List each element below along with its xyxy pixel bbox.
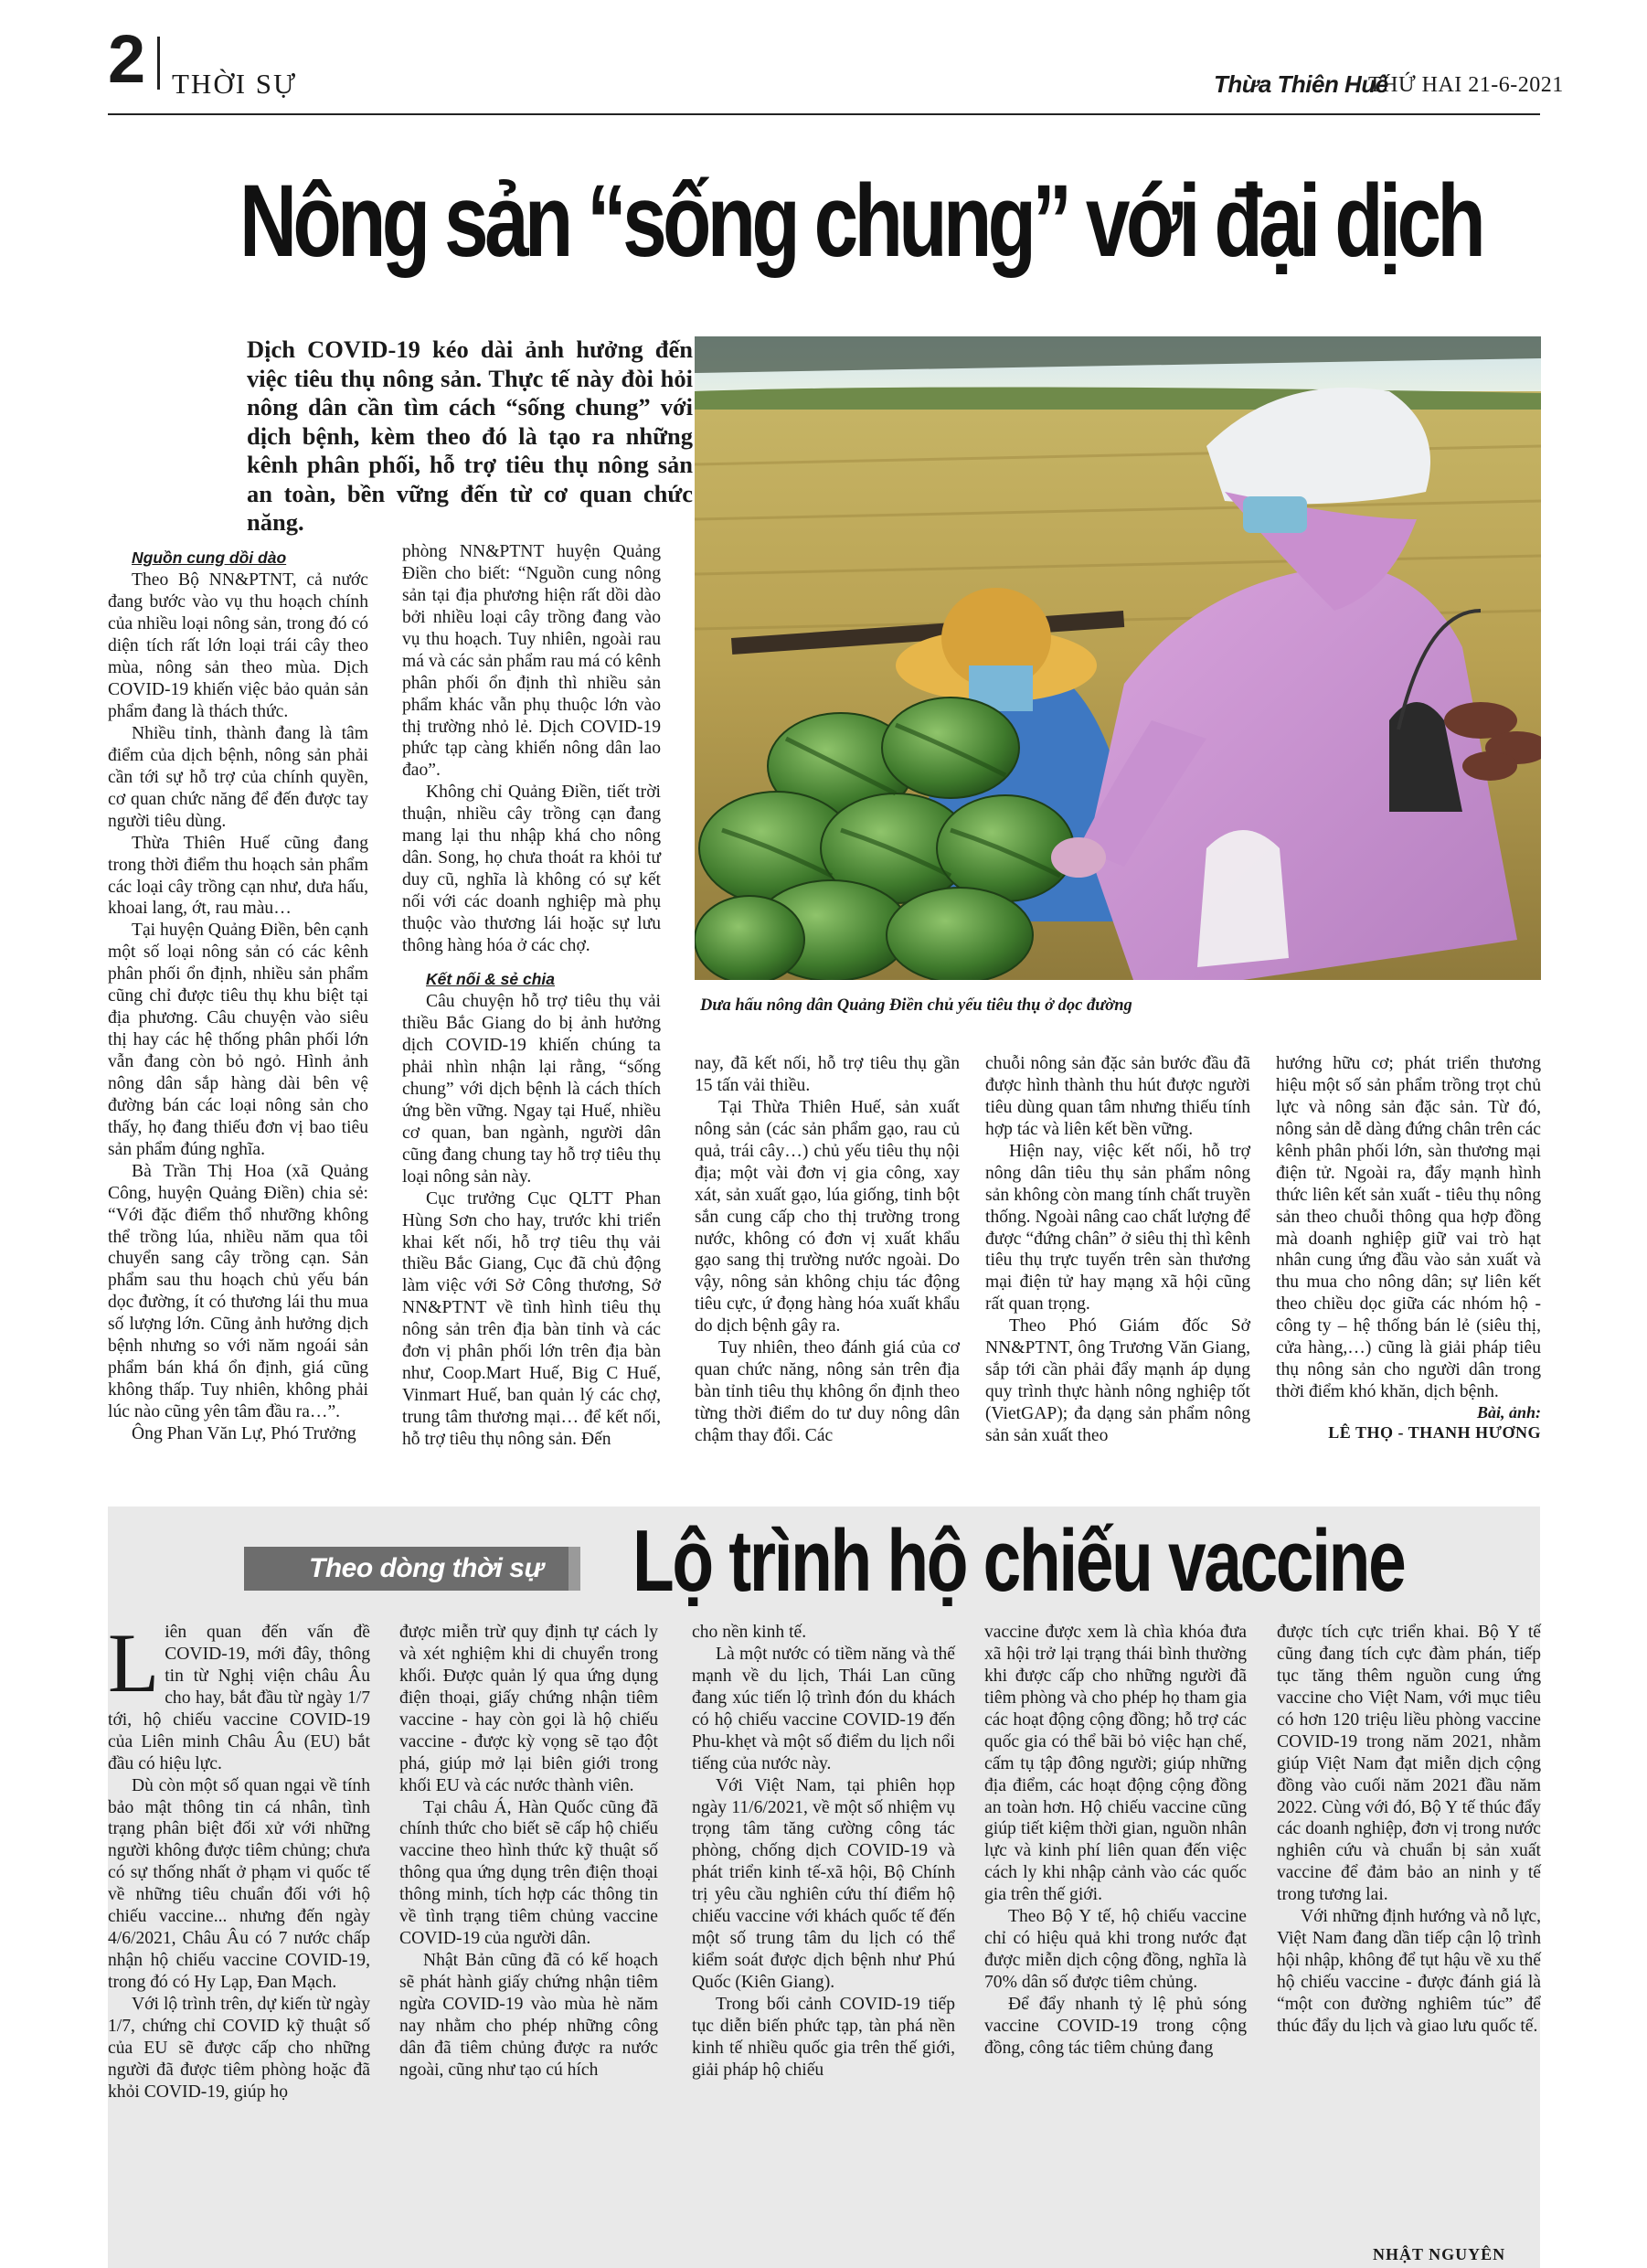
paragraph: Hiện nay, việc kết nối, hỗ trợ nông dân tiêu thụ sản phẩm nông sản không còn mang tính chất truyền thống. Ngoài nâng cao chất lượng để được “đứng chân” ở siêu thị thì kênh tiêu thụ trực tuyến trên sàn thương mại điện tử hay mạng xã hội cũng rất quan trọng. bbox=[985, 1141, 1250, 1315]
paragraph: Cục trưởng Cục QLTT Phan Hùng Sơn cho hay, trước khi triển khai kết nối, hỗ trợ tiêu thụ vải thiều Bắc Giang, Cục đã chủ động làm việc với Sở Công thương, Sở NN&PTNT về tình hình tiêu thụ nông sản trên địa bàn tỉnh và các đơn vị phân phối lớn trên địa bàn như, Coop.Mart Huế, Big C Huế, Vinmart Huế, ban quản lý các chợ, trung tâm thương mại… để kết nối, hỗ trợ tiêu thụ nông sản. Đến bbox=[402, 1188, 661, 1449]
paragraph: Với những định hướng và nỗ lực, Việt Nam đang dần tiếp cận lộ trình hội nhập, không để tụt hậu về xu thế hộ chiếu vaccine - được đánh giá là “một con đường nghiêm túc” để thúc đẩy du lịch và giao lưu quốc tế. bbox=[1277, 1907, 1541, 2036]
article-headline: Nông sản “sống chung” với đại dịch bbox=[239, 164, 1482, 278]
paragraph: Thừa Thiên Huế cũng đang trong thời điểm thu hoạch sản phẩm các loại cây trồng cạn như, dưa hấu, khoai lang, ớt, rau màu… bbox=[108, 833, 368, 919]
paragraph: phòng NN&PTNT huyện Quảng Điền cho biết: “Nguồn cung nông sản tại địa phương hiện rất dồi dào bởi nhiều loại cây trồng đang vào vụ thu hoạch. Tuy nhiên, ngoài rau má và các sản phẩm rau má có kênh phân phối ổn định thì nhiều sản phẩm khác vẫn phụ thuộc lớn vào thị trường nhỏ lẻ. Dịch COVID-19 phức tạp càng khiến nông dân lao đao”. bbox=[402, 542, 661, 781]
article-column-3 bbox=[695, 1053, 960, 1447]
paragraph: Theo Bộ Y tế, hộ chiếu vaccine chỉ có hiệu quả khi trong nước đạt được miễn dịch cộng đồng, nghĩa là 70% dân số được tiêm chủng. bbox=[984, 1907, 1247, 1992]
watermelon-vendor-photo bbox=[695, 336, 1541, 980]
paragraph: được miễn trừ quy định tự cách ly và xét nghiệm khi di chuyển trong khối. Được quản lý qua ứng dụng điện thoại, giấy chứng nhận tiêm vaccine - hay còn gọi là hộ chiếu vaccine - được kỳ vọng sẽ tạo đột phá, giúp mở lại biên giới trong khối EU và các nước thành viên. bbox=[399, 1623, 658, 1795]
paragraph bbox=[108, 1616, 370, 1775]
page-number-divider bbox=[157, 37, 160, 90]
commentary-column-4 bbox=[984, 1622, 1247, 2060]
paragraph: Tuy nhiên, theo đánh giá của cơ quan chức năng, nông sản trên địa bàn tỉnh tiêu thụ không ổn định theo từng thời điểm do tư duy nông dân chậm thay đổi. Các bbox=[695, 1338, 960, 1445]
paragraph: Để đẩy nhanh tỷ lệ phủ sóng vaccine COVID-19 trong cộng đồng, công tác tiêm chủng đang bbox=[984, 1994, 1247, 2058]
commentary-column-1 bbox=[108, 1616, 370, 2103]
commentary-headline: Lộ trình hộ chiếu vaccine bbox=[632, 1512, 1405, 1610]
paragraph: chuỗi nông sản đặc sản bước đầu đã được hình thành thu hút được người tiêu dùng quan tâm nhưng thiếu tính hợp tác và liên kết bền vững. bbox=[985, 1054, 1250, 1139]
paragraph: Nhiều tỉnh, thành đang là tâm điểm của dịch bệnh, nông sản phải cần tới sự hỗ trợ của chính quyền, cơ quan chức năng để đến được tay người tiêu dùng. bbox=[108, 723, 368, 831]
paragraph: cho nền kinh tế. bbox=[692, 1623, 807, 1642]
newspaper-name: Thừa Thiên Huế bbox=[1214, 70, 1388, 98]
article-column-5 bbox=[1276, 1053, 1541, 1443]
article-lead: Dịch COVID-19 kéo dài ảnh hưởng đến việc tiêu thụ nông sản. Thực tế này đòi hỏi nông dân cần tìm cách “sống chung” với dịch bệnh, kèm theo đó là tạo ra những kênh phân phối, hỗ trợ tiêu thụ nông sản an toàn, bền vững đến từ cơ quan chức năng. bbox=[247, 335, 693, 537]
byline-label: Bài, ảnh: bbox=[1476, 1403, 1541, 1421]
paragraph: Với Việt Nam, tại phiên họp ngày 11/6/2021, về một số nhiệm vụ trọng tâm tăng cường công tác phòng, chống dịch COVID-19 và phát triển kinh tế-xã hội, Bộ Chính trị yêu cầu nghiên cứu thí điểm hộ chiếu vaccine với khách quốc tế đến một số trung tâm du lịch có thể kiểm soát được dịch bệnh như Phú Quốc (Kiên Giang). bbox=[692, 1775, 955, 1992]
paragraph: nay, đã kết nối, hỗ trợ tiêu thụ gần 15 tấn vải thiều. bbox=[695, 1054, 960, 1095]
paragraph: Câu chuyện hỗ trợ tiêu thụ vải thiều Bắc Giang do bị ảnh hưởng dịch COVID-19 khiến chúng ta phải nhìn nhận lại rằng, “sống chung” với dịch bệnh là cách thích ứng bền vững. Ngay tại Huế, nhiều cơ quan, ban ngành, người dân cũng đang chung tay hỗ trợ tiêu thụ loại nông sản này. bbox=[402, 992, 661, 1187]
section-name: THỜI SỰ bbox=[172, 68, 298, 100]
commentary-column-3 bbox=[692, 1622, 955, 2082]
article-column-4 bbox=[985, 1053, 1250, 1447]
paragraph: Bà Trần Thị Hoa (xã Quảng Công, huyện Quảng Điền) chia sẻ: “Với đặc điểm thổ nhưỡng không thể trồng lúa, nhiều năm qua tôi chuyển sang cây trồng cạn. Sản phẩm sau thu hoạch chủ yếu bán dọc đường, ít có thương lái thu mua số lượng lớn. Cũng ảnh hưởng dịch bệnh nhưng so với năm ngoái sản phẩm bán khá ổn định, giá cũng không thấp. Tuy nhiên, không phải lúc nào cũng yên tâm đầu ra…”. bbox=[108, 1161, 368, 1421]
rubric-edge bbox=[568, 1547, 580, 1591]
paragraph: Nhật Bản cũng đã có kế hoạch sẽ phát hành giấy chứng nhận tiêm ngừa COVID-19 vào mùa hè năm nay nhằm cho phép những công dân đã tiêm chủng được ra nước ngoài, cũng như tạo cú hích bbox=[399, 1951, 658, 2080]
header-rule bbox=[108, 113, 1540, 115]
article-column-2 bbox=[402, 541, 661, 1451]
drop-cap: L bbox=[108, 1616, 160, 1709]
paragraph: vaccine được xem là chìa khóa đưa xã hội trở lại trạng thái bình thường khi được cấp cho những người đã tiêm phòng và cho phép họ tham gia các hoạt động cộng đồng; hỗ trợ các quốc gia có thể bãi bỏ việc hạn chế, cấm tụ tập đông người; giúp những địa điểm, các hoạt động cộng đồng an toàn hơn. Hộ chiếu vaccine cũng giúp tiết kiệm thời gian, nguồn nhân lực và kinh phí liên quan đến việc cách ly khi nhập cảnh vào các quốc gia trên thế giới. bbox=[984, 1623, 1247, 1905]
page-number: 2 bbox=[108, 21, 144, 97]
photo-caption: Dưa hấu nông dân Quảng Điền chủ yếu tiêu thụ ở dọc đường bbox=[700, 996, 1132, 1015]
issue-date: THỨ HAI 21-6-2021 bbox=[1368, 73, 1564, 97]
paragraph: được tích cực triển khai. Bộ Y tế cũng đang tích cực đàm phán, tiếp tục tăng thêm nguồn cung ứng vaccine cho Việt Nam, với mục tiêu có hơn 120 triệu liều phòng vaccine COVID-19 trong năm 2021, nhằm giúp Việt Nam đạt miễn dịch cộng đồng vào cuối năm 2021 đầu năm 2022. Cùng với đó, Bộ Y tế thúc đẩy các doanh nghiệp, đơn vị trong nước nghiên cứu và chuẩn bị sản xuất vaccine để đảm bảo an ninh y tế trong tương lai. bbox=[1277, 1623, 1541, 1905]
paragraph: Trong bối cảnh COVID-19 tiếp tục diễn biến phức tạp, tàn phá nền kinh tế nhiều quốc gia trên thế giới, giải pháp hộ chiếu bbox=[692, 1994, 955, 2080]
commentary-byline: NHẬT NGUYÊN bbox=[1373, 2245, 1506, 2263]
paragraph: Tại huyện Quảng Điền, bên cạnh một số loại nông sản có các kênh phân phối ổn định, nhiều sản phẩm cũng chỉ được tiêu thụ khu biệt tại địa phương. Câu chuyện vào siêu thị hay các hệ thống phân phối lớn vẫn đang còn bỏ ngỏ. Hình ảnh nông dân sắp hàng dài bên vệ đường bán các loại nông sản cho thấy, họ đang thiếu đơn vị bao tiêu sản phẩm đúng nghĩa. bbox=[108, 921, 368, 1159]
paragraph: Dù còn một số quan ngại về tính bảo mật thông tin cá nhân, tình trạng phân biệt đối xử với những người không được tiêm chủng; chưa có sự thống nhất ở phạm vi quốc tế về những tiêu chuẩn đối với hộ chiếu vaccine... nhưng đến ngày 4/6/2021, Châu Âu có 7 nước chấp nhận hộ chiếu vaccine COVID-19, trong đó có Hy Lạp, Đan Mạch. bbox=[108, 1775, 370, 1992]
commentary-column-5 bbox=[1277, 1622, 1541, 2038]
article-column-1 bbox=[108, 548, 368, 1445]
paragraph-text: iên quan đến vấn đề COVID-19, mới đây, thông tin từ Nghị viện châu Âu cho hay, bắt đầu từ ngày 1/7 tới, hộ chiếu vaccine COVID-19 của Liên minh Châu Âu (EU) bắt đầu có hiệu lực. bbox=[108, 1623, 370, 1773]
rubric-label: Theo dòng thời sự bbox=[244, 1547, 580, 1591]
byline: LÊ THỌ - THANH HƯƠNG bbox=[1328, 1422, 1541, 1442]
paragraph: Ông Phan Văn Lự, Phó Trưởng bbox=[132, 1423, 356, 1443]
paragraph: Theo Phó Giám đốc Sở NN&PTNT, ông Trương Văn Giang, sắp tới cần phải đẩy mạnh áp dụng quy trình thực hành nông nghiệp tốt (VietGAP); đa dạng sản phẩm nông sản sản xuất theo bbox=[985, 1316, 1250, 1445]
paragraph: Tại châu Á, Hàn Quốc cũng đã chính thức cho biết sẽ cấp hộ chiếu vaccine theo hình thức kỹ thuật số thông qua ứng dụng trên điện thoại thông minh, tích hợp các thông tin về tình trạng tiêm chủng vaccine COVID-19 của người dân. bbox=[399, 1797, 658, 1949]
paragraph: Là một nước có tiềm năng và thế mạnh về du lịch, Thái Lan cũng đang xúc tiến lộ trình đón du khách có hộ chiếu vaccine COVID-19 đến Phu-khẹt và một số điểm du lịch nổi tiếng của nước này. bbox=[692, 1644, 955, 1773]
subheading: Kết nối & sẻ chia bbox=[426, 969, 556, 988]
paragraph: hướng hữu cơ; phát triển thương hiệu một số sản phẩm trồng trọt chủ lực và nông sản đặc sản. Từ đó, nông sản dễ dàng đứng chân trên các kênh phân phối lớn, sàn thương mại điện tử. Ngoài ra, đẩy mạnh hình thức liên kết sản xuất - tiêu thụ nông sản theo chuỗi thông qua hợp đồng mà doanh nghiệp giữ vai trò hạt nhân cung ứng đầu vào sản xuất và thu mua cho nông dân; sự liên kết theo chiều dọc giữa các nhóm hộ - công ty – hệ thống bán lẻ (siêu thị, cửa hàng,…) cũng là giải pháp tiêu thụ nông sản cho người dân trong thời điểm khó khăn, dịch bệnh. bbox=[1276, 1054, 1541, 1402]
paragraph: Tại Thừa Thiên Huế, sản xuất nông sản (các sản phẩm gạo, rau củ quả, trái cây…) chủ yếu tiêu thụ nội địa; một vài đơn vị gia công, xay xát, sản xuất gạo, lúa giống, tinh bột sắn cung cấp cho thị trường trong nước, không có đơn vị xuất khẩu gạo sang thị trường nước ngoài. Do vậy, nông sản không chịu tác động tiêu cực, ứ đọng hàng hóa xuất khẩu do dịch bệnh gây ra. bbox=[695, 1097, 960, 1336]
paragraph: Không chỉ Quảng Điền, tiết trời thuận, nhiều cây trồng cạn đang mang lại thu nhập khá cho nông dân. Song, họ chưa thoát ra khỏi tư duy cũ, nghĩa là không có sự kết nối với các doanh nghiệp mà phụ thuộc vào thương lái hoặc sự lưu thông hàng hóa ở các chợ. bbox=[402, 783, 661, 955]
paragraph: Theo Bộ NN&PTNT, cả nước đang bước vào vụ thu hoạch chính của nhiều loại nông sản, trong đó có diện tích rất lớn loại trái cây theo mùa, nông sản theo mùa. Dịch COVID-19 khiến việc bảo quản sản phẩm đang là thách thức. bbox=[108, 570, 368, 721]
paragraph: Với lộ trình trên, dự kiến từ ngày 1/7, chứng chỉ COVID kỹ thuật số của EU sẽ được cấp cho những người đã được tiêm phòng hoặc đã khỏi COVID-19, giúp họ bbox=[108, 1994, 370, 2102]
subheading: Nguồn cung dồi dào bbox=[132, 548, 287, 567]
commentary-column-2 bbox=[399, 1622, 658, 2082]
